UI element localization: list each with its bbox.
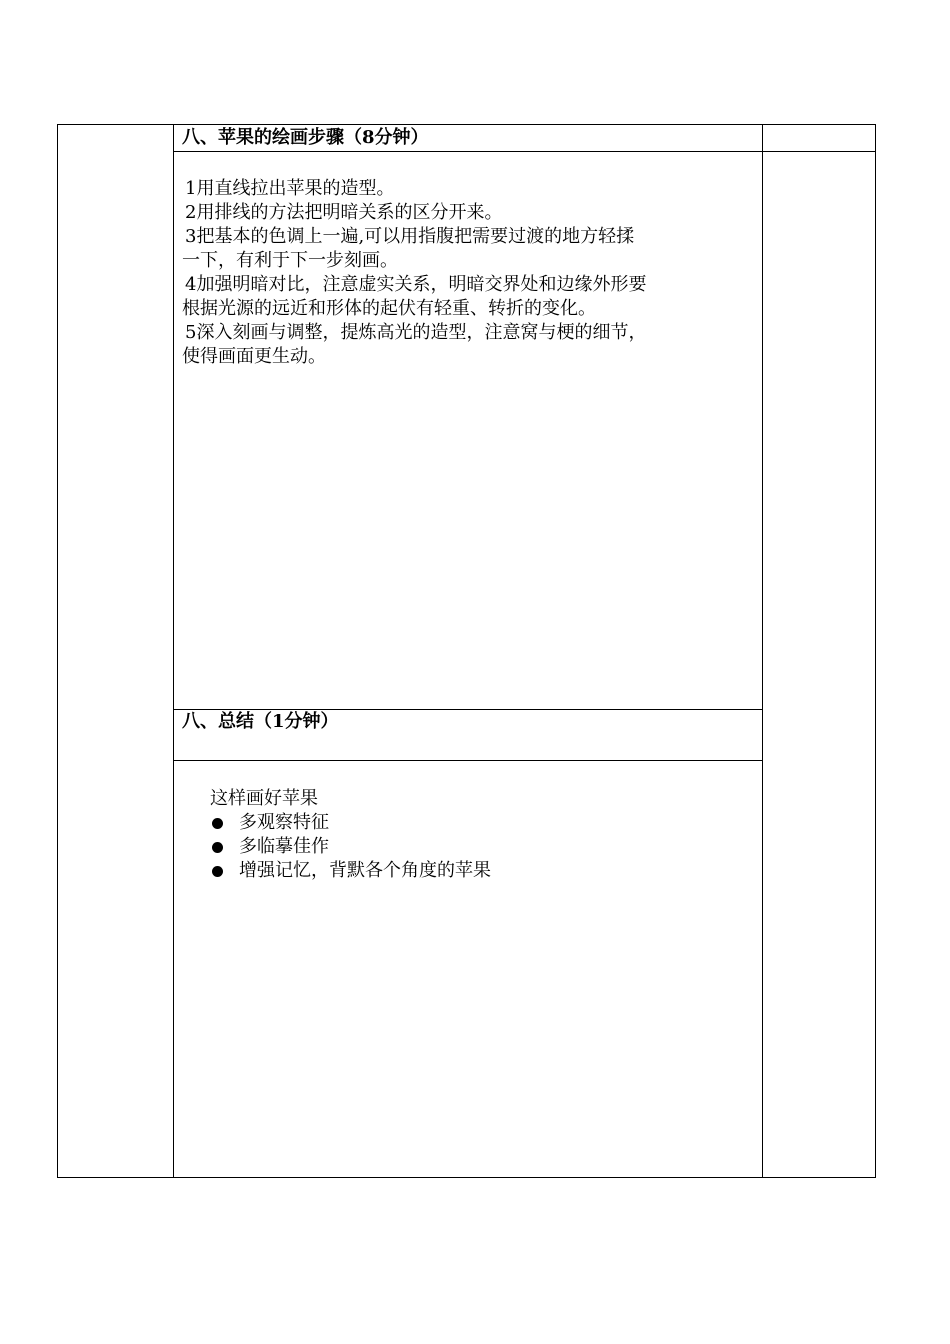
list-item	[210, 859, 491, 883]
section-heading-drawing-steps: 八、苹果的绘画步骤（8分钟）	[182, 127, 429, 148]
bullet-icon	[212, 842, 223, 853]
list-item	[210, 811, 491, 835]
summary-intro: 这样画好苹果	[210, 788, 318, 809]
summary-content	[210, 787, 491, 883]
lesson-plan-table	[57, 124, 876, 1178]
bullet-text: 多临摹佳作	[239, 836, 329, 857]
section-heading-summary: 八、总结（1分钟）	[182, 711, 339, 732]
step-2-line-1: 2用排线的方法把明暗关系的区分开来。	[185, 202, 503, 223]
table-row-divider-summary-bottom	[173, 760, 762, 761]
step-1-line-1: 1用直线拉出苹果的造型。	[185, 178, 395, 199]
step-5-line-2: 使得画面更生动。	[182, 346, 326, 367]
table-column-divider-left	[173, 125, 174, 1177]
step-5-line-1: 5深入刻画与调整，提炼高光的造型，注意窝与梗的细节，	[185, 322, 647, 343]
bullet-text: 多观察特征	[239, 812, 329, 833]
bullet-icon	[212, 866, 223, 877]
table-column-divider-right	[762, 125, 763, 1177]
step-4-line-1: 4加强明暗对比，注意虚实关系，明暗交界处和边缘外形要	[185, 274, 647, 295]
list-item	[210, 835, 491, 859]
step-3-line-2: 一下，有利于下一步刻画。	[182, 250, 398, 271]
bullet-icon	[212, 818, 223, 829]
drawing-steps-list	[182, 177, 762, 369]
table-row-divider-heading	[173, 151, 875, 152]
summary-bullet-list	[210, 811, 491, 883]
step-3-line-1: 3把基本的色调上一遍,可以用指腹把需要过渡的地方轻揉	[185, 226, 635, 247]
step-4-line-2: 根据光源的远近和形体的起伏有轻重、转折的变化。	[182, 298, 596, 319]
bullet-text: 增强记忆，背默各个角度的苹果	[239, 860, 491, 881]
